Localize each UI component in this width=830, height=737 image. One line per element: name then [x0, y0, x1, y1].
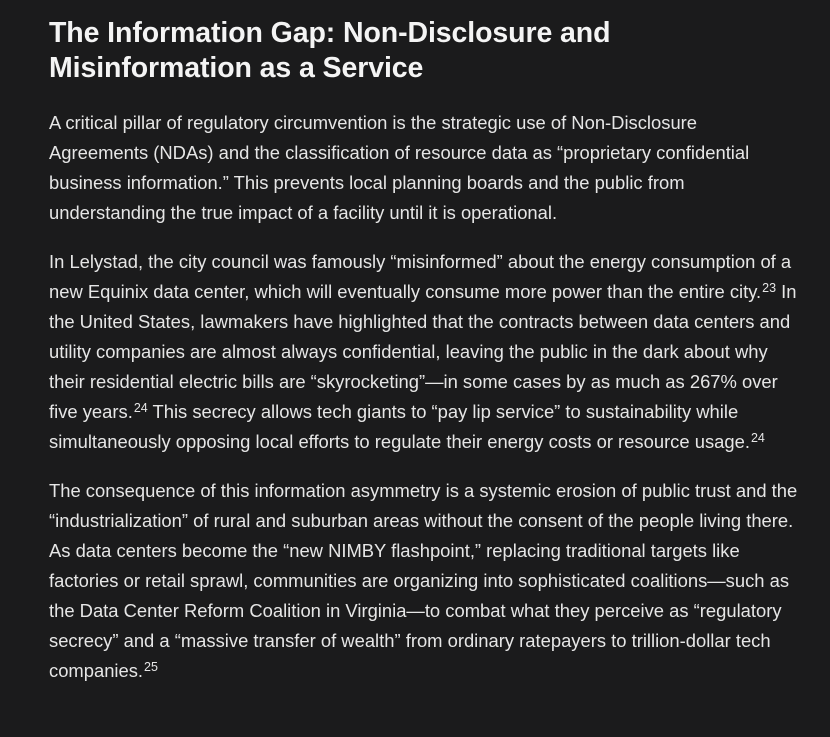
- paragraph-lelystad-text-2: In the United States, lawmakers have highlighted that the contracts between data centers and utility companies are almost always confidential, leaving the public in the dark about why their residential electric bills are “skyrocketing”—in some cases by as much as 267% over five years.: [49, 281, 797, 422]
- paragraph-consequence: [49, 476, 800, 686]
- paragraph-lelystad: [49, 247, 800, 457]
- section-heading: [49, 16, 800, 86]
- citation-link[interactable]: 24: [750, 431, 765, 445]
- citation-link[interactable]: 24: [133, 401, 148, 415]
- heading-line-2: Misinformation as a Service: [49, 52, 424, 84]
- paragraph-lelystad-text-3: This secrecy allows tech giants to “pay lip service” to sustainability while simultaneously opposing local efforts to regulate their energy costs or resource usage.: [49, 401, 750, 452]
- heading-line-1: The Information Gap: Non-Disclosure and: [49, 17, 611, 49]
- paragraph-consequence-text: The consequence of this information asymmetry is a systemic erosion of public trust and the “industrialization” of rural and suburban areas without the consent of the people living there. As data centers become the “new NIMBY flashpoint,” replacing traditional targets like factories or retail sprawl, communities are organizing into sophisticated coalitions—such as the Data Center Reform Coalition in Virginia—to combat what they perceive as “regulatory secrecy” and a “massive transfer of wealth” from ordinary ratepayers to trillion-dollar tech companies.: [49, 480, 798, 681]
- paragraph-lelystad-text-1: In Lelystad, the city council was famously “misinformed” about the energy consumption of a new Equinix data center, which will eventually consume more power than the entire city.: [49, 251, 792, 302]
- citation-link[interactable]: 23: [762, 281, 777, 295]
- paragraph-nda-text: A critical pillar of regulatory circumvention is the strategic use of Non-Disclosure Agreements (NDAs) and the classification of resource data as “proprietary confidential business information.” This prevents local planning boards and the public from understanding the true impact of a facility until it is operational.: [49, 112, 750, 223]
- citation-link[interactable]: 25: [144, 660, 158, 674]
- paragraph-nda: [49, 108, 800, 228]
